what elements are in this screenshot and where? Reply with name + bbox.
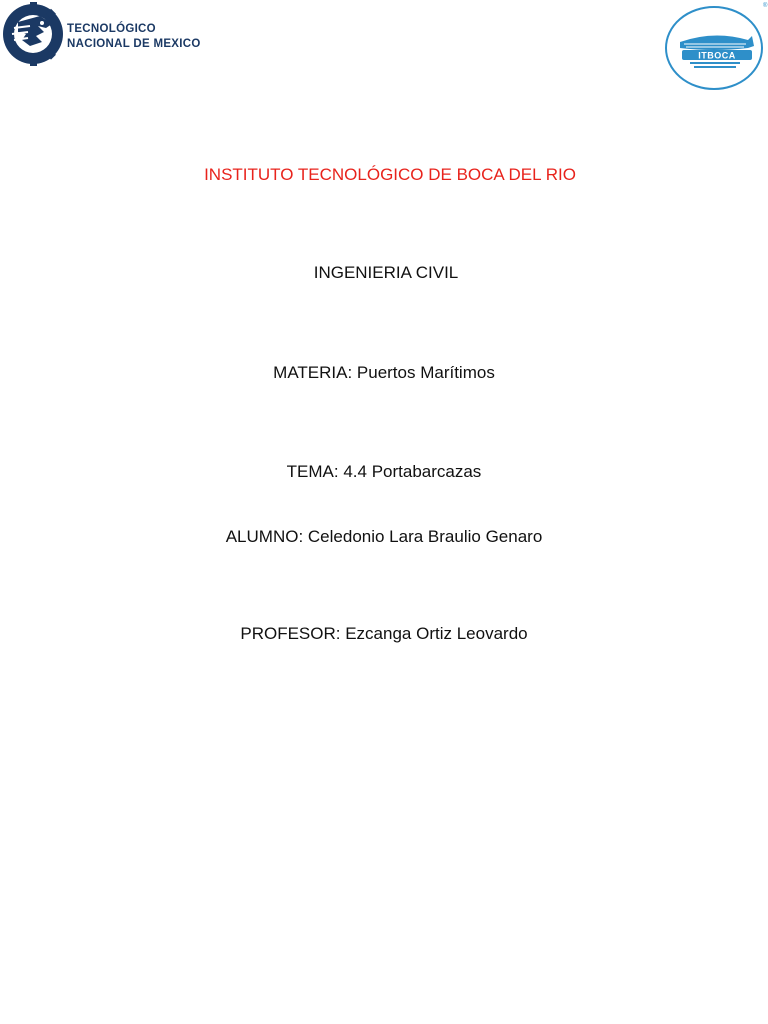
itboca-logo-text: ITBOCA — [698, 50, 736, 61]
institution-title: INSTITUTO TECNOLÓGICO DE BOCA DEL RIO — [204, 165, 576, 184]
tecnm-logo — [0, 2, 215, 68]
career-name: INGENIERIA CIVIL — [313, 263, 459, 282]
itboca-whale-icon — [666, 7, 762, 89]
itboca-logo — [660, 0, 768, 92]
tecnm-logo-line1: TECNOLÓGICO — [67, 23, 156, 35]
student-line: ALUMNO: Celedonio Lara Braulio Genaro — [225, 527, 543, 546]
topic-line: TEMA: 4.4 Portabarcazas — [286, 462, 482, 481]
subject-line: MATERIA: Puertos Marítimos — [273, 363, 495, 382]
tecnm-eagle-icon — [3, 2, 63, 66]
tecnm-logo-line2: NACIONAL DE MEXICO — [67, 38, 201, 50]
registered-mark-icon: ® — [763, 3, 768, 9]
professor-line: PROFESOR: Ezcanga Ortiz Leovardo — [240, 624, 528, 643]
